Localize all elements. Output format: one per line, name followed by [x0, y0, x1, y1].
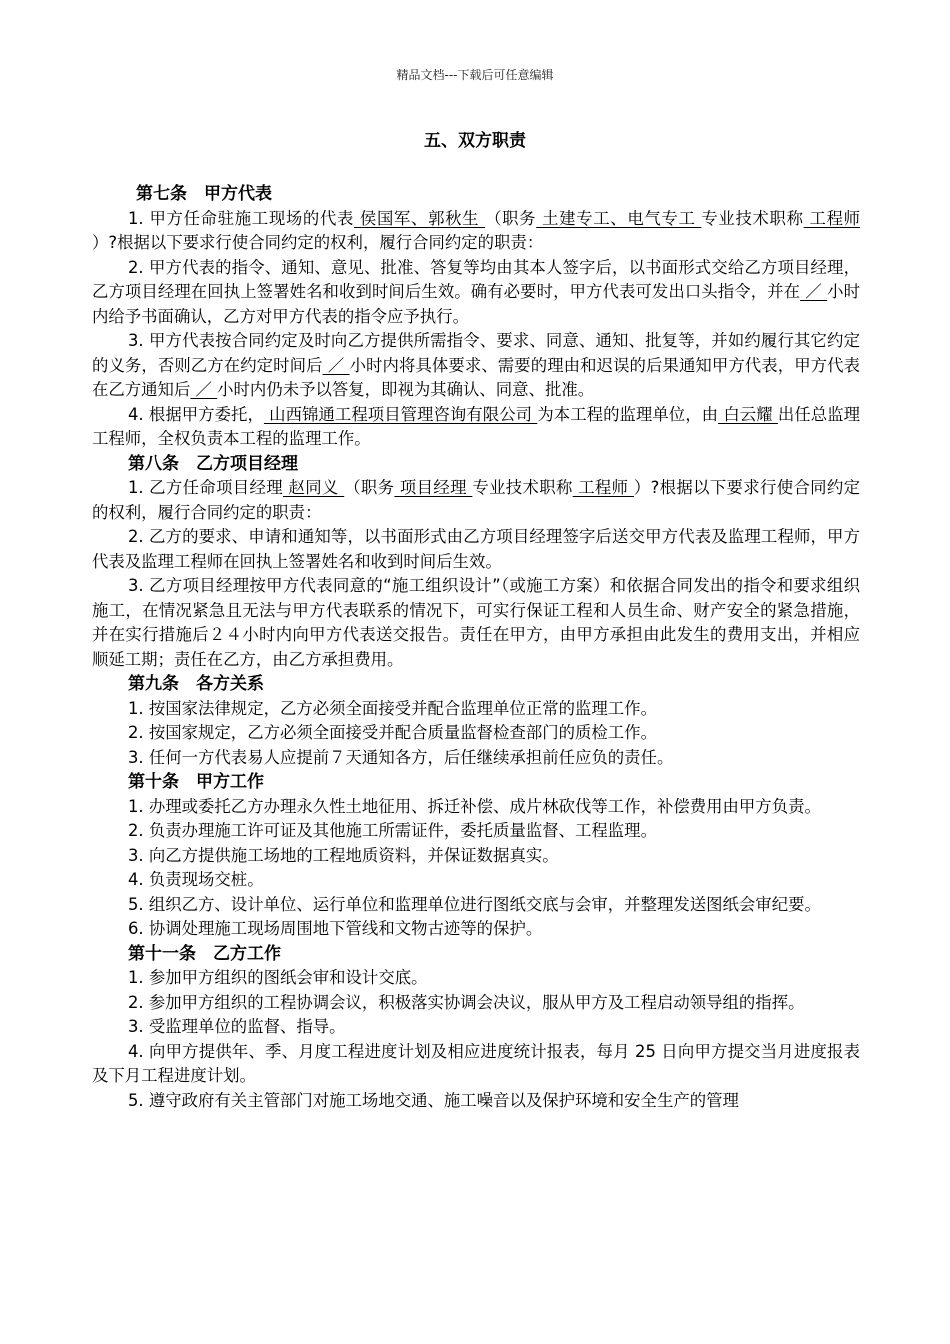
document-body [92, 182, 860, 1113]
fill-in-project-manager: 赵同义 [282, 478, 345, 497]
article-9-clause-2: 2. 按国家规定，乙方必须全面接受并配合质量监督检查部门的质检工作。 [128, 723, 657, 742]
article-11-heading: 第十一条 乙方工作 [128, 943, 281, 964]
article-7-clause-3: 3. 甲方代表按合同约定及时向乙方提供所需指令、要求、同意、通知、批复等，并如约履行其它约定的义务，否则乙方在约定时间后 ／ 小时内将具体要求、需要的理由和迟误的后果通知甲方代表，甲方代表在乙方通知后 ／ 小时内仍未予以答复，即视为其确认、同意、批准。 [92, 331, 861, 399]
article-11-clause-3: 3. 受监理单位的监督、指导。 [128, 1017, 346, 1036]
fill-in-hours: ／ [800, 282, 828, 301]
article-10-clause-4: 4. 负责现场交桩。 [128, 870, 264, 889]
article-10-clause-1: 1. 办理或委托乙方办理永久性土地征用、拆迁补偿、成片林砍伐等工作，补偿费用由甲方负责。 [128, 796, 821, 816]
article-9-clause-3: 3. 任何一方代表易人应提前７天通知各方，后任继续承担前任应负的责任。 [128, 747, 674, 767]
article-7-heading: 第七条 甲方代表 [136, 184, 272, 204]
article-7-clause-4: 4. 根据甲方委托， 山西锦通工程项目管理咨询有限公司 为本工程的监理单位，由 白云耀 出任总监理工程师，全权负责本工程的监理工作。 [92, 404, 861, 448]
article-8-clause-2: 2. 乙方的要求、申请和通知等，以书面形式由乙方项目经理签字后送交甲方代表及监理工程师，甲方代表及监理工程师在回执上签署姓名和收到时间后生效。 [92, 527, 860, 571]
article-11-clause-4: 4. 向甲方提供年、季、月度工程进度计划及相应进度统计报表，每月 25 日向甲方提交当月进度报表及下月工程进度计划。 [92, 1041, 860, 1085]
article-7-clause-1: 1. 甲方任命驻施工现场的代表 侯国军、郭秋生 （职务 土建专工、电气专工 专业技术职称 工程师 ）?根据以下要求行使合同约定的权利，履行合同约定的职责： [92, 208, 861, 252]
article-9-clause-1: 1. 按国家法律规定，乙方必须全面接受并配合监理单位正常的监理工作。 [128, 698, 657, 718]
fill-in-hours: ／ [322, 355, 350, 375]
article-8-clause-3: 3. 乙方项目经理按甲方代表同意的“施工组织设计”（或施工方案）和依据合同发出的指令和要求组织施工，在情况紧急且无法与甲方代表联系的情况下，可实行保证工程和人员生命、财产安全的紧急措施，并在实行措施后２４小时内向甲方代表送交报告。责任在甲方，由甲方承担由此发生的费用支出，并相应顺延工期；责任在乙方，由乙方承担费用。 [92, 576, 860, 669]
article-11-clause-1: 1. 参加甲方组织的图纸会审和设计交底。 [128, 968, 428, 987]
article-10-clause-5: 5. 组织乙方、设计单位、运行单位和监理单位进行图纸交底与会审，并整理发送图纸会审纪要。 [128, 894, 821, 914]
fill-in-chief-engineer: 白云耀 [718, 404, 778, 424]
fill-in-supervisor-company: 山西锦通工程项目管理咨询有限公司 [263, 404, 538, 424]
fill-in-title: 工程师 [572, 478, 634, 497]
article-8-clause-1: 1. 乙方任命项目经理 赵同义 （职务 项目经理 专业技术职称 工程师 ）?根据以下要求行使合同约定的权利，履行合同约定的职责： [92, 478, 860, 522]
fill-in-representative: 侯国军、郭秋生 [354, 208, 486, 228]
fill-in-hours: ／ [190, 380, 218, 399]
article-10-clause-6: 6. 协调处理施工现场周围地下管线和文物古迹等的保护。 [128, 919, 543, 938]
article-8-heading: 第八条 乙方项目经理 [128, 453, 298, 474]
fill-in-position: 项目经理 [394, 478, 473, 497]
fill-in-title: 工程师 [803, 208, 861, 228]
article-10-heading: 第十条 甲方工作 [128, 772, 264, 792]
article-9-heading: 第九条 各方关系 [128, 674, 264, 694]
fill-in-position: 土建专工、电气专工 [536, 208, 702, 228]
article-10-clause-2: 2. 负责办理施工许可证及其他施工所需证件，委托质量监督、工程监理。 [128, 821, 657, 840]
page-header: 精品文档---下载后可任意编辑 [396, 68, 554, 82]
section-title: 五、双方职责 [424, 131, 526, 151]
article-11-clause-2: 2. 参加甲方组织的工程协调会议，积极落实协调会决议，服从甲方及工程启动领导组的指挥。 [128, 992, 805, 1012]
article-7-clause-2: 2. 甲方代表的指令、通知、意见、批准、答复等均由其本人签字后，以书面形式交给乙方项目经理，乙方项目经理在回执上签署姓名和收到时间后生效。确有必要时，甲方代表可发出口头指令，并在 ／ 小时内给予书面确认，乙方对甲方代表的指令应予执行。 [92, 257, 861, 326]
article-10-clause-3: 3. 向乙方提供施工场地的工程地质资料，并保证数据真实。 [128, 845, 559, 865]
article-11-clause-5: 5. 遵守政府有关主管部门对施工场地交通、施工噪音以及保护环境和安全生产的管理 [128, 1090, 739, 1110]
